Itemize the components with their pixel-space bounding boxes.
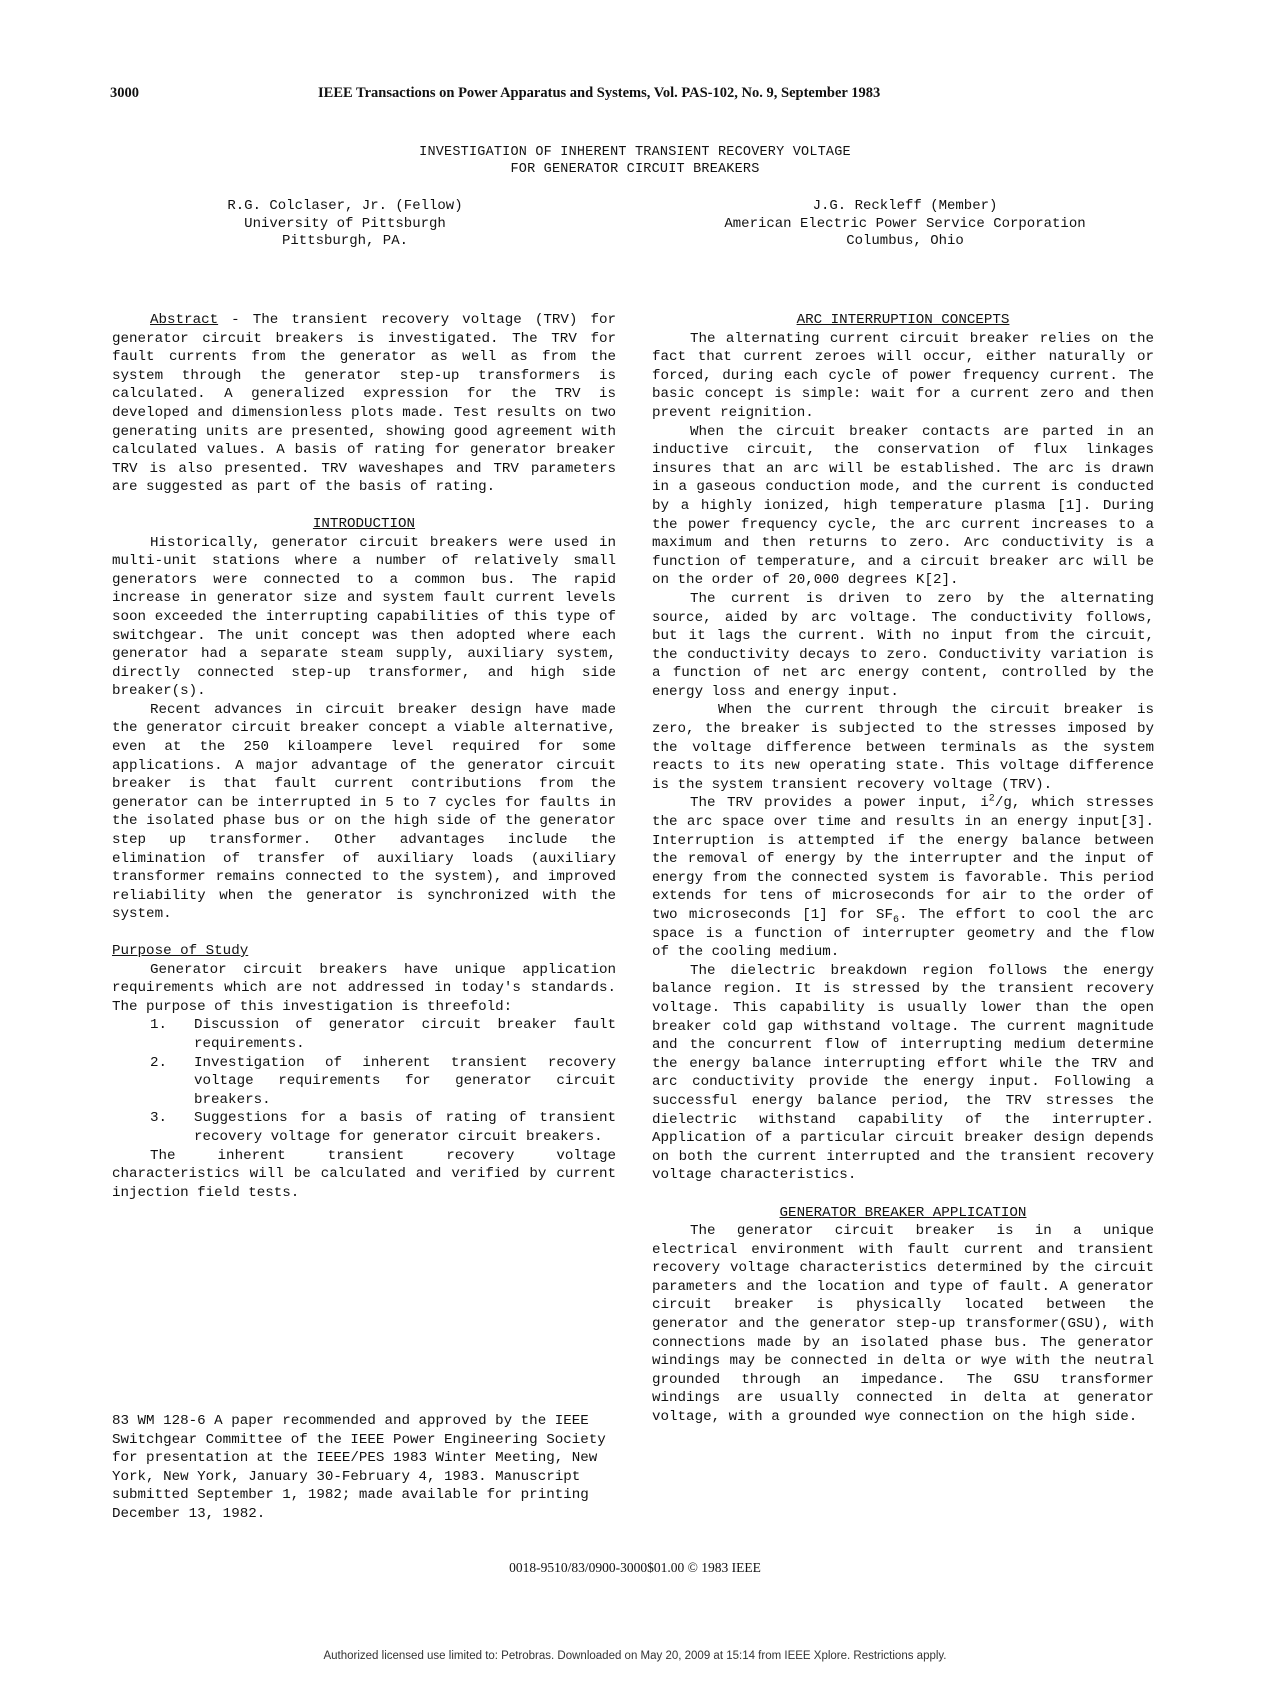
introduction-paragraph-1: Historically, generator circuit breakers were used in multi-unit stations where a number of relatively small generators were connected to a common bus. The rapid increase in generator size and system fault current levels soon exceeded the interrupting capabilities of this type of switchgear. The unit concept was then adopted where each generator had a separate steam supply, auxiliary system, directly connected step-up transformer, and high side breaker(s). [112, 534, 616, 700]
title-line-1: INVESTIGATION OF INHERENT TRANSIENT RECOVERY VOLTAGE [419, 145, 851, 160]
author-block-1 [180, 198, 510, 251]
right-column [652, 311, 1154, 1427]
arc-heading: ARC INTERRUPTION CONCEPTS [796, 312, 1010, 328]
introduction-heading: INTRODUCTION [312, 515, 416, 532]
arc-paragraph-5: The TRV provides a power input, $i^2/g$, which stresses the arc space over time and results in an energy input[3]. Interruption is attempted if the energy balance between the removal of energy by the interrupter and the input of energy from the connected system is favorable. This period extends for tens of microseconds for air to the order of two microseconds [1] for $SF_6$. The effort to cool the arc space is a function of interrupter geometry and the flow of the cooling medium. [652, 793, 1155, 961]
abstract-text: - The transient recovery voltage (TRV) for generator circuit breakers is investigated. The TRV for fault currents from the generator as well as from the system through the generator step-up transformers is calculated. A generalized expression for the TRV is developed and dimensionless plots made. Test results on two generating units are presented, showing good agreement with calculated values. A basis of rating for generator breaker TRV is also presented. TRV waveshapes and TRV parameters are suggested as part of the basis of rating. [112, 312, 616, 496]
purpose-heading: Purpose of Study [112, 943, 249, 959]
author-location: Pittsburgh, PA. [281, 233, 409, 249]
author-block-2 [690, 198, 1120, 251]
arc-paragraph-1: The alternating current circuit breaker relies on the fact that current zeroes will occur, either naturally or forced, during each cycle of power frequency current. The basic concept is simple: wait for a current zero and then prevent reignition. [652, 330, 1154, 421]
journal-citation: IEEE Transactions on Power Apparatus and Systems, Vol. PAS-102, No. 9, September 1983 [318, 85, 881, 101]
title-line-2: FOR GENERATOR CIRCUIT BREAKERS [510, 162, 760, 177]
purpose-list [112, 1016, 616, 1146]
list-item: 2. Investigation of inherent transient recovery voltage requirements for generator circuit breakers. [150, 1054, 616, 1108]
list-item: 3. Suggestions for a basis of rating of transient recovery voltage for generator circuit breakers. [150, 1110, 616, 1145]
arc-paragraph-2: When the circuit breaker contacts are parted in an inductive circuit, the conservation of flux linkages insures that an arc will be established. The arc is drawn in a gaseous conduction mode, and the current is conducted by a highly ionized, high temperature plasma [1]. During the power frequency cycle, the arc current increases to a maximum and then returns to zero. Arc conductivity is a function of temperature, and a circuit breaker arc will be on the order of 20,000 degrees K[2]. [652, 423, 1154, 589]
author-affiliation: American Electric Power Service Corporation [724, 215, 1086, 232]
application-paragraph-1: The generator circuit breaker is in a unique electrical environment with fault current and transient recovery voltage characteristics determined by the circuit parameters and the location and type of fault. A generator circuit breaker is physically located between the generator and the generator step-up transformer(GSU), with connections made by an isolated phase bus. The generator windings may be connected in delta or wye with the neutral grounded through an impedance. The GSU transformer windings are usually connected in delta at generator voltage, with a grounded wye connection on the high side. [652, 1223, 1154, 1426]
copyright-line: 0018-9510/83/0900-3000$01.00 © 1983 IEEE [509, 1560, 761, 1575]
paper-footnote: 83 WM 128-6 A paper recommended and approved by the IEEE Switchgear Committee of the IEEE Power Engineering Society for presentation at the IEEE/PES 1983 Winter Meeting, New York, New York, January 30-February 4, 1983. Manuscript submitted September 1, 1982; made available for printing December 13, 1982. [112, 1413, 606, 1522]
author-affiliation: University of Pittsburgh [244, 215, 446, 232]
abstract [112, 311, 616, 497]
application-heading: GENERATOR BREAKER APPLICATION [779, 1204, 1027, 1221]
author-name: J.G. Reckleff (Member) [812, 198, 998, 214]
paper-title [0, 144, 1270, 178]
license-notice: Authorized licensed use limited to: Petrobras. Downloaded on May 20, 2009 at 15:14 from IEEE Xplore. Restrictions apply. [323, 1650, 947, 1662]
purpose-paragraph-1: Generator circuit breakers have unique application requirements which are not addressed in today's standards. The purpose of this investigation is threefold: [112, 961, 616, 1015]
list-item: 1. Discussion of generator circuit breaker fault requirements. [150, 1017, 616, 1052]
arc-paragraph-3: The current is driven to zero by the alternating source, aided by arc voltage. The conductivity follows, but it lags the current. With no input from the circuit, the conductivity decays to zero. Conductivity variation is a function of net arc energy content, controlled by the energy loss and energy input. [652, 590, 1154, 700]
abstract-label: Abstract [150, 312, 219, 328]
left-column [112, 311, 616, 1202]
arc-paragraph-6: The dielectric breakdown region follows the energy balance region. It is stressed by the transient recovery voltage. This capability is usually lower than the open breaker cold gap withstand voltage. The current magnitude and the concurrent flow of interrupting medium determine the energy balance interrupting effort while the TRV and arc conductivity provide the energy input. Following a successful energy balance period, the TRV stresses the dielectric withstand capability of the interrupter. Application of a particular circuit breaker design depends on both the current interrupted and the transient recovery voltage characteristics. [652, 962, 1154, 1184]
introduction-paragraph-2: Recent advances in circuit breaker design have made the generator circuit breaker concept a viable alternative, even at the 250 kiloampere level required for some applications. A major advantage of the generator circuit breaker is that fault current contributions from the generator can be interrupted in 5 to 7 cycles for faults in the isolated phase bus or on the high side of the generator step up transformer. Other advantages include the elimination of transfer of auxiliary loads (auxiliary transformer remains connected to the system), and improved reliability when the generator is synchronized with the system. [112, 701, 616, 923]
author-location: Columbus, Ohio [846, 233, 964, 249]
arc-paragraph-4: When the current through the circuit breaker is zero, the breaker is subjected to the stresses imposed by the voltage difference between terminals as the system reacts to its new operating state. This voltage difference is the system transient recovery voltage (TRV). [652, 702, 1154, 793]
page-number: 3000 [110, 85, 139, 101]
author-name: R.G. Colclaser, Jr. (Fellow) [227, 198, 463, 214]
purpose-paragraph-2: The inherent transient recovery voltage characteristics will be calculated and verified by current injection field tests. [112, 1147, 616, 1201]
